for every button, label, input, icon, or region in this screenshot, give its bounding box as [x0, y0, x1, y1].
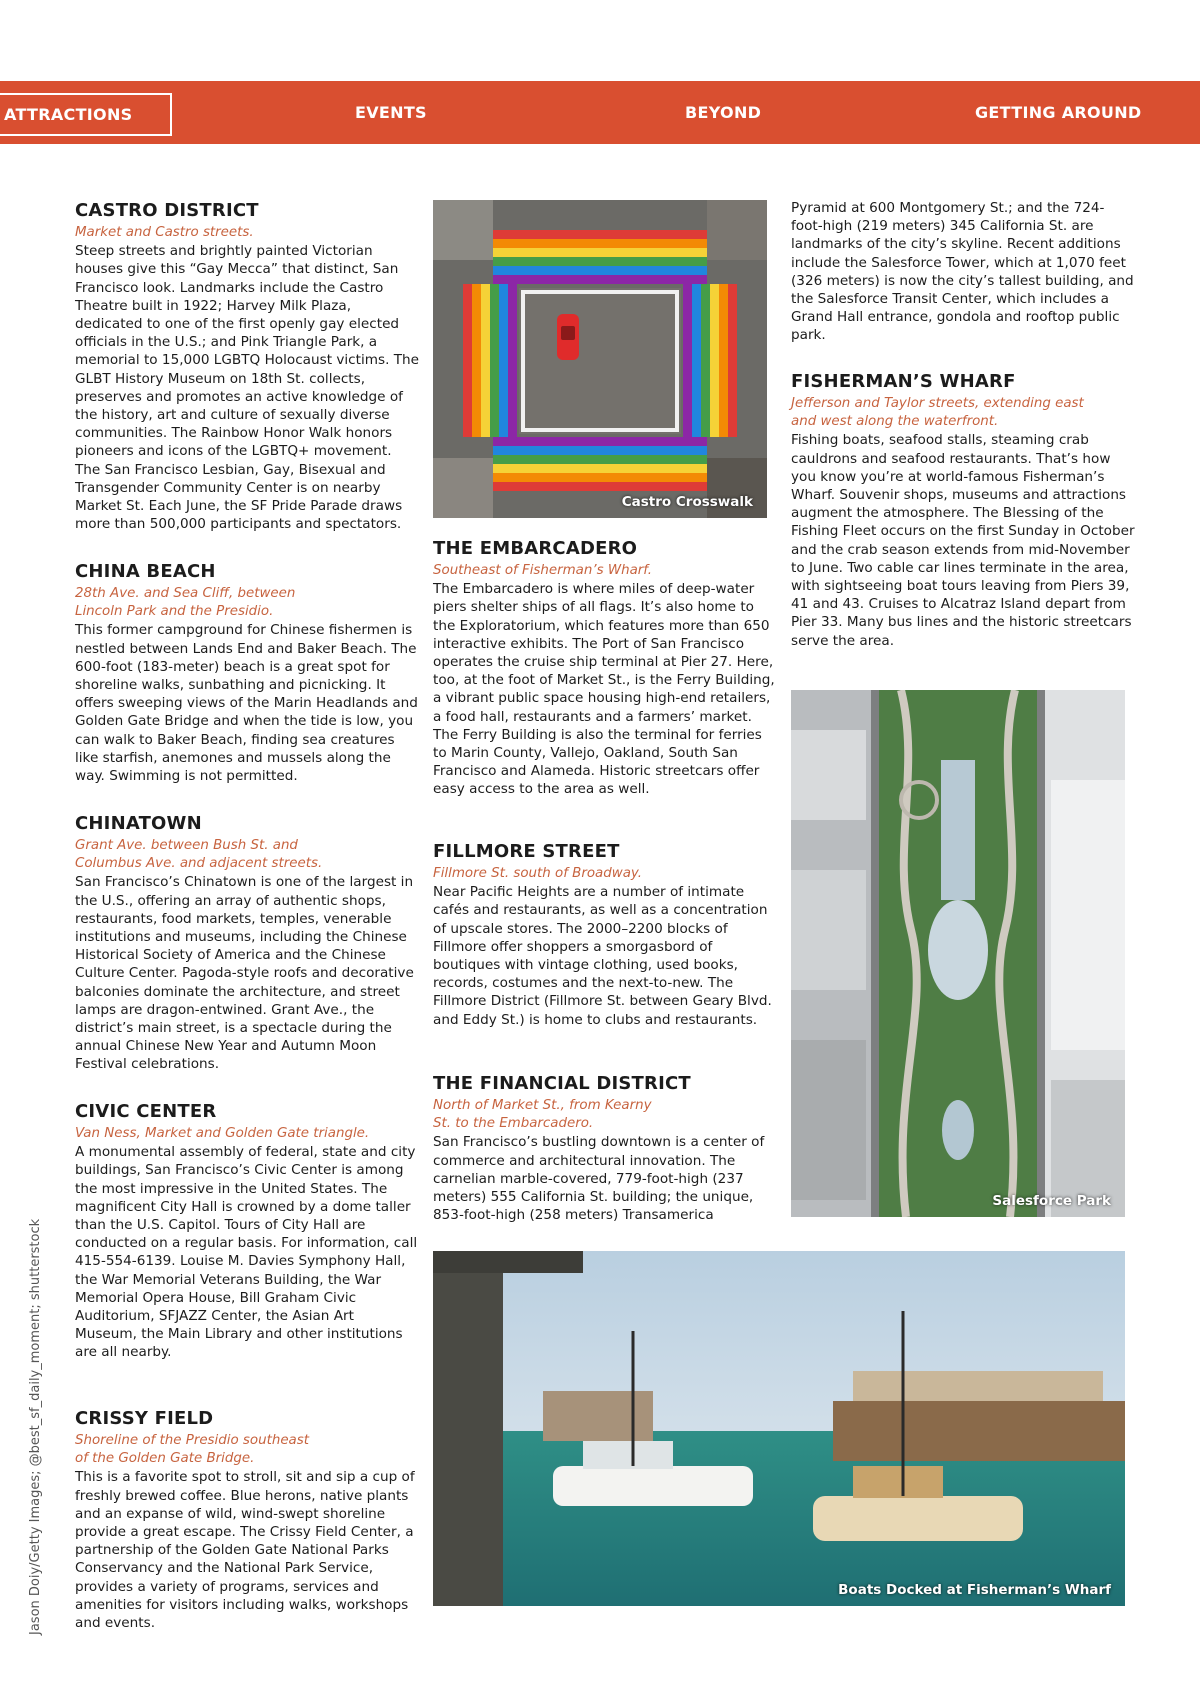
- section-body: The Embarcadero is where miles of deep-water piers shelter ships of all flags. It’s also home to the Exploratorium, which features more than 650 interactive exhibits. The Port of San Francisco operates the cruise ship terminal at Pier 27. Here, too, at the foot of Market St., is the Ferry Building, a vibrant public space housing high-end retailers, a food hall, restaurants and a farmers’ market. The Ferry Building is also the terminal for ferries to Marin County, Vallejo, Oakland, South San Francisco and Alameda. Historic streetcars offer easy access to the area as well.: [433, 581, 775, 798]
- section-body: Pyramid at 600 Montgomery St.; and the 724-foot-high (219 meters) 345 California St. are landmarks of the city’s skyline. Recent additions include the Salesforce Tower, which at 1,070 feet (326 meters) is now the city’s tallest building, and the Salesforce Transit Center, which includes a Grand Hall entrance, gondola and rooftop public park.: [791, 200, 1134, 344]
- salesforce-park-image: [791, 690, 1125, 1217]
- section-body: San Francisco’s Chinatown is one of the largest in the U.S., offering an array of authentic shops, restaurants, food markets, temples, venerable institutions and museums, including the Chinese Historical Society of America and the Chinese Culture Center. Pagoda-style roofs and decorative balconies dominate the architecture, and street lamps are dragon-entwined. Grant Ave., the district’s main street, is a spectacle during the annual Chinese New Year and Autumn Moon Festival celebrations.: [75, 874, 414, 1073]
- section-title: CHINATOWN: [75, 813, 202, 834]
- section-location: 28th Ave. and Sea Cliff, between Lincoln Park and the Presidio.: [75, 586, 296, 620]
- section-body: Steep streets and brightly painted Victorian houses give this “Gay Mecca” that distinct, San Francisco look. Landmarks include the Castro Theatre built in 1922; Harvey Milk Plaza, dedicated to one of the first openly gay elected officials in the U.S.; and Pink Triangle Park, a memorial to 15,000 LGBTQ Holocaust victims. The GLBT History Museum on 18th St. collects, preserves and promotes an active knowledge of the history, art and culture of sexually diverse communities. The Rainbow Honor Walk honors pioneers and icons of the LGBTQ+ movement. The San Francisco Lesbian, Gay, Bisexual and Transgender Community Center is on nearby Market St. Each June, the SF Pride Parade draws more than 500,000 participants and spectators.: [75, 243, 420, 533]
- photo-caption: Castro Crosswalk: [621, 494, 753, 510]
- nav-tab-events[interactable]: EVENTS: [355, 103, 427, 122]
- photo-caption: Salesforce Park: [992, 1193, 1111, 1209]
- section-embarcadero: [433, 538, 778, 799]
- section-nav-bar: [0, 81, 1200, 144]
- section-location: Market and Castro streets.: [75, 225, 254, 240]
- fishermans-wharf-boats-photo: [433, 1251, 1125, 1606]
- nav-tab-attractions[interactable]: ATTRACTIONS: [0, 93, 172, 136]
- section-title: FISHERMAN’S WHARF: [791, 371, 1016, 392]
- section-title: CHINA BEACH: [75, 561, 216, 582]
- section-location: Southeast of Fisherman’s Wharf.: [433, 563, 653, 578]
- castro-crosswalk-image: [433, 200, 767, 518]
- nav-tab-beyond[interactable]: BEYOND: [685, 103, 762, 122]
- photo-credit: Jason Doiy/Getty Images; @best_sf_daily_moment; shutterstock: [28, 1218, 43, 1635]
- nav-tab-getting-around[interactable]: GETTING AROUND: [975, 103, 1142, 122]
- section-body: This is a favorite spot to stroll, sit and sip a cup of freshly brewed coffee. Blue herons, native plants and an expanse of wild, wind-swept shoreline provide a great escape. The Crissy Field Center, a partnership of the Golden Gate National Parks Conservancy and the National Park Service, provides a variety of programs, services and amenities for visitors including walks, workshops and events.: [75, 1469, 415, 1632]
- section-body: Near Pacific Heights are a number of intimate cafés and restaurants, as well as a concentration of upscale stores. The 2000–2200 blocks of Fillmore offer shoppers a smorgasbord of boutiques with vintage clothing, used books, records, costumes and the next-to-new. The Fillmore District (Fillmore St. between Geary Blvd. and Eddy St.) is home to clubs and restaurants.: [433, 884, 772, 1028]
- section-body: This former campground for Chinese fishermen is nestled between Lands End and Baker Beach. The 600-foot (183-meter) beach is a great spot for shoreline walks, sunbathing and picnicking. It offers sweeping views of the Marin Headlands and Golden Gate Bridge and when the tide is low, you can walk to Baker Beach, finding sea creatures like starfish, anemones and mussels along the way. Swimming is not permitted.: [75, 622, 418, 785]
- section-title: CRISSY FIELD: [75, 1408, 214, 1429]
- fishermans-wharf-image: [433, 1251, 1125, 1606]
- section-body: San Francisco’s bustling downtown is a center of commerce and architectural innovation. The carnelian marble-covered, 779-foot-high (237 meters) 555 California St. building; the unique, 853-foot-high (258 meters) Transamerica: [433, 1134, 765, 1224]
- section-location: Grant Ave. between Bush St. and Columbus Ave. and adjacent streets.: [75, 838, 323, 872]
- section-title: CIVIC CENTER: [75, 1101, 217, 1122]
- section-body: A monumental assembly of federal, state and city buildings, San Francisco’s Civic Center is among the most impressive in the United States. The magnificent City Hall is crowned by a dome taller than the U.S. Capitol. Tours of City Hall are conducted on a regular basis. For information, call 415-554-6139. Louise M. Davies Symphony Hall, the War Memorial Veterans Building, the War Memorial Opera House, Bill Graham Civic Auditorium, SFJAZZ Center, the Asian Art Museum, the Main Library and other institutions are all nearby.: [75, 1144, 418, 1361]
- section-china-beach: [75, 561, 420, 785]
- castro-crosswalk-photo: [433, 200, 767, 518]
- section-fishermans-wharf: [791, 371, 1136, 650]
- section-fillmore-street: [433, 841, 778, 1029]
- photo-caption: Boats Docked at Fisherman’s Wharf: [838, 1582, 1111, 1598]
- salesforce-park-photo: [791, 690, 1125, 1217]
- section-title: THE FINANCIAL DISTRICT: [433, 1073, 691, 1094]
- section-civic-center: [75, 1101, 420, 1362]
- section-title: CASTRO DISTRICT: [75, 200, 259, 221]
- section-location: Fillmore St. south of Broadway.: [433, 866, 643, 881]
- section-chinatown: [75, 813, 420, 1074]
- section-location: Shoreline of the Presidio southeast of the Golden Gate Bridge.: [75, 1433, 309, 1467]
- section-location: Van Ness, Market and Golden Gate triangle.: [75, 1126, 370, 1141]
- section-location: North of Market St., from Kearny St. to the Embarcadero.: [433, 1098, 652, 1132]
- section-financial-district-continued: [791, 199, 1136, 345]
- section-body: Fishing boats, seafood stalls, steaming crab cauldrons and seafood restaurants. That’s how you know you’re at world-famous Fisherman’s Wharf. Souvenir shops, museums and attractions augment the atmosphere. The Blessing of the Fishing Fleet occurs on the first Sunday in October and the crab season extends from mid-November to June. Two cable car lines terminate in the area, with sightseeing boat tours leaving from Piers 39, 41 and 43. Cruises to Alcatraz Island depart from Pier 33. Many bus lines and the historic streetcars serve the area.: [791, 432, 1135, 649]
- section-castro-district: [75, 200, 420, 533]
- section-title: THE EMBARCADERO: [433, 538, 638, 559]
- section-title: FILLMORE STREET: [433, 841, 620, 862]
- section-financial-district: [433, 1073, 778, 1224]
- section-location: Jefferson and Taylor streets, extending east and west along the waterfront.: [791, 396, 1084, 430]
- section-crissy-field: [75, 1408, 420, 1632]
